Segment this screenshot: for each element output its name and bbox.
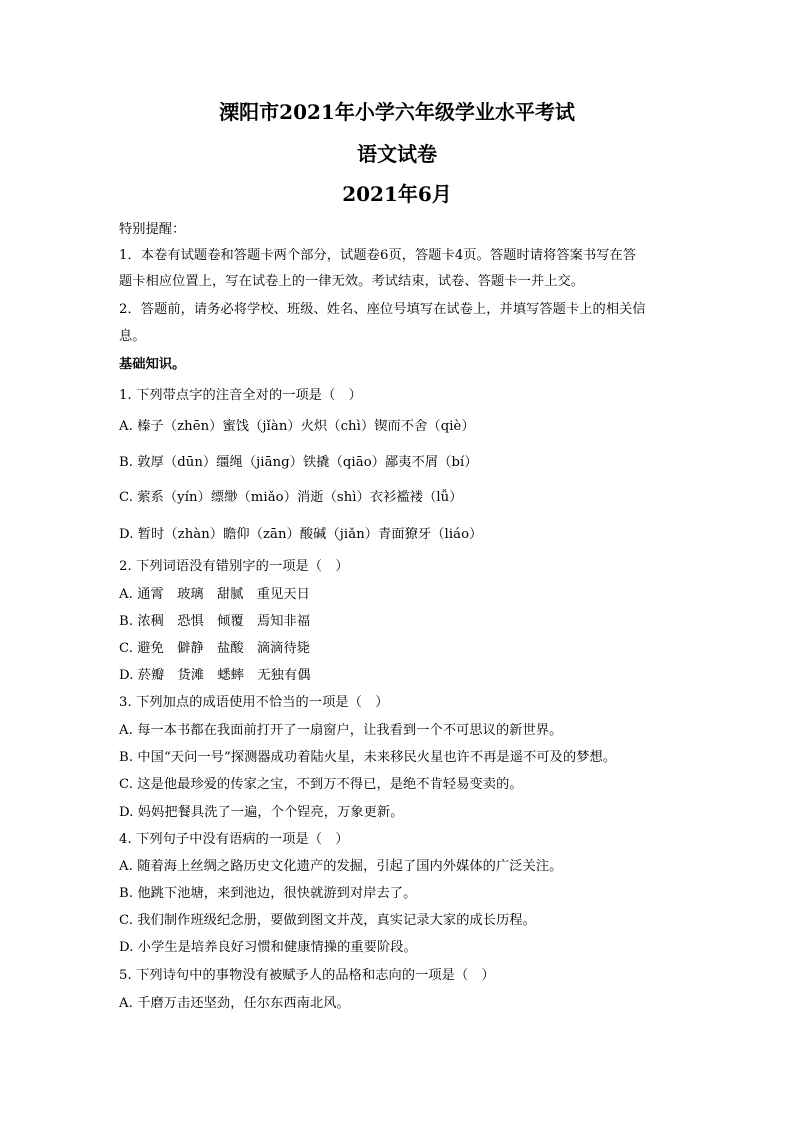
- question-1-option-b: B. 敦厚（dūn）缰绳（jiāng）铁撬（qiāo）鄙夷不屑（bí）: [119, 455, 478, 470]
- question-3-option-c: C. 这是他最珍爱的传家之宝，不到万不得已，是绝不肯轻易变卖的。: [119, 777, 523, 792]
- question-4-option-b: B. 他跳下池塘，来到池边，很快就游到对岸去了。: [119, 886, 417, 901]
- question-5-stem: 5. 下列诗句中的事物没有被赋予人的品格和志向的一项是（ ）: [119, 968, 495, 983]
- exam-date: 2021年6月: [342, 182, 452, 206]
- exam-title: 溧阳市2021年小学六年级学业水平考试: [219, 100, 575, 124]
- notice-item-2-line-2: 息。: [119, 329, 146, 344]
- question-2-stem: 2. 下列词语没有错别字的一项是（ ）: [119, 559, 349, 574]
- question-4-option-d: D. 小学生是培养良好习惯和健康情操的重要阶段。: [119, 940, 417, 955]
- question-2-option-c: C. 避免 僻静 盐酸 滴滴待毙: [119, 641, 311, 656]
- question-2-option-a: A. 通霄 玻璃 甜腻 重见天日: [119, 587, 310, 602]
- question-5-option-a: A. 千磨万击还坚劲，任尔东西南北风。: [119, 996, 350, 1011]
- notice-item-1-line-1: 1．本卷有试题卷和答题卡两个部分，试题卷6页，答题卡4页。答题时请将答案书写在答: [119, 248, 637, 263]
- question-3-option-b: B. 中国“天问一号”探测器成功着陆火星，未来移民火星也许不再是遥不可及的梦想。: [119, 750, 617, 765]
- question-4-stem: 4. 下列句子中没有语病的一项是（ ）: [119, 832, 349, 847]
- question-3-option-d: D. 妈妈把餐具洗了一遍，个个锃亮，万象更新。: [119, 805, 404, 820]
- question-4-option-a: A. 随着海上丝绸之路历史文化遗产的发掘，引起了国内外媒体的广泛关注。: [119, 859, 563, 874]
- question-2-option-b: B. 浓稠 恐惧 倾覆 焉知非福: [119, 614, 311, 629]
- section-heading: 基础知识。: [119, 357, 186, 372]
- question-3-stem: 3. 下列加点的成语使用不恰当的一项是（ ）: [119, 695, 389, 710]
- notice-heading: 特别提醒：: [119, 222, 186, 237]
- question-1-option-a: A. 榛子（zhēn）蜜饯（jǐàn）火炽（chì）锲而不舍（qiè）: [119, 419, 475, 434]
- notice-item-2-line-1: 2．答题前，请务必将学校、班级、姓名、座位号填写在试卷上，并填写答题卡上的相关信: [119, 302, 646, 317]
- question-2-option-d: D. 菸瓣 货滩 蟋蟀 无独有偶: [119, 668, 311, 683]
- question-3-option-a: A. 每一本书都在我面前打开了一扇窗户，让我看到一个不可思议的新世界。: [119, 723, 563, 738]
- question-1-stem: 1. 下列带点字的注音全对的一项是（ ）: [119, 388, 362, 403]
- exam-subtitle: 语文试卷: [357, 142, 437, 166]
- question-1-option-d: D. 暂时（zhàn）瞻仰（zān）酸碱（jiǎn）青面獠牙（liáo）: [119, 527, 483, 542]
- notice-item-1-line-2: 题卡相应位置上，写在试卷上的一律无效。考试结束，试卷、答题卡一并上交。: [119, 274, 585, 289]
- question-1-option-c: C. 萦系（yín）缥缈（miǎo）消逝（shì）衣衫褴褛（lǚ）: [119, 490, 463, 505]
- question-4-option-c: C. 我们制作班级纪念册，要做到图文并茂，真实记录大家的成长历程。: [119, 913, 536, 928]
